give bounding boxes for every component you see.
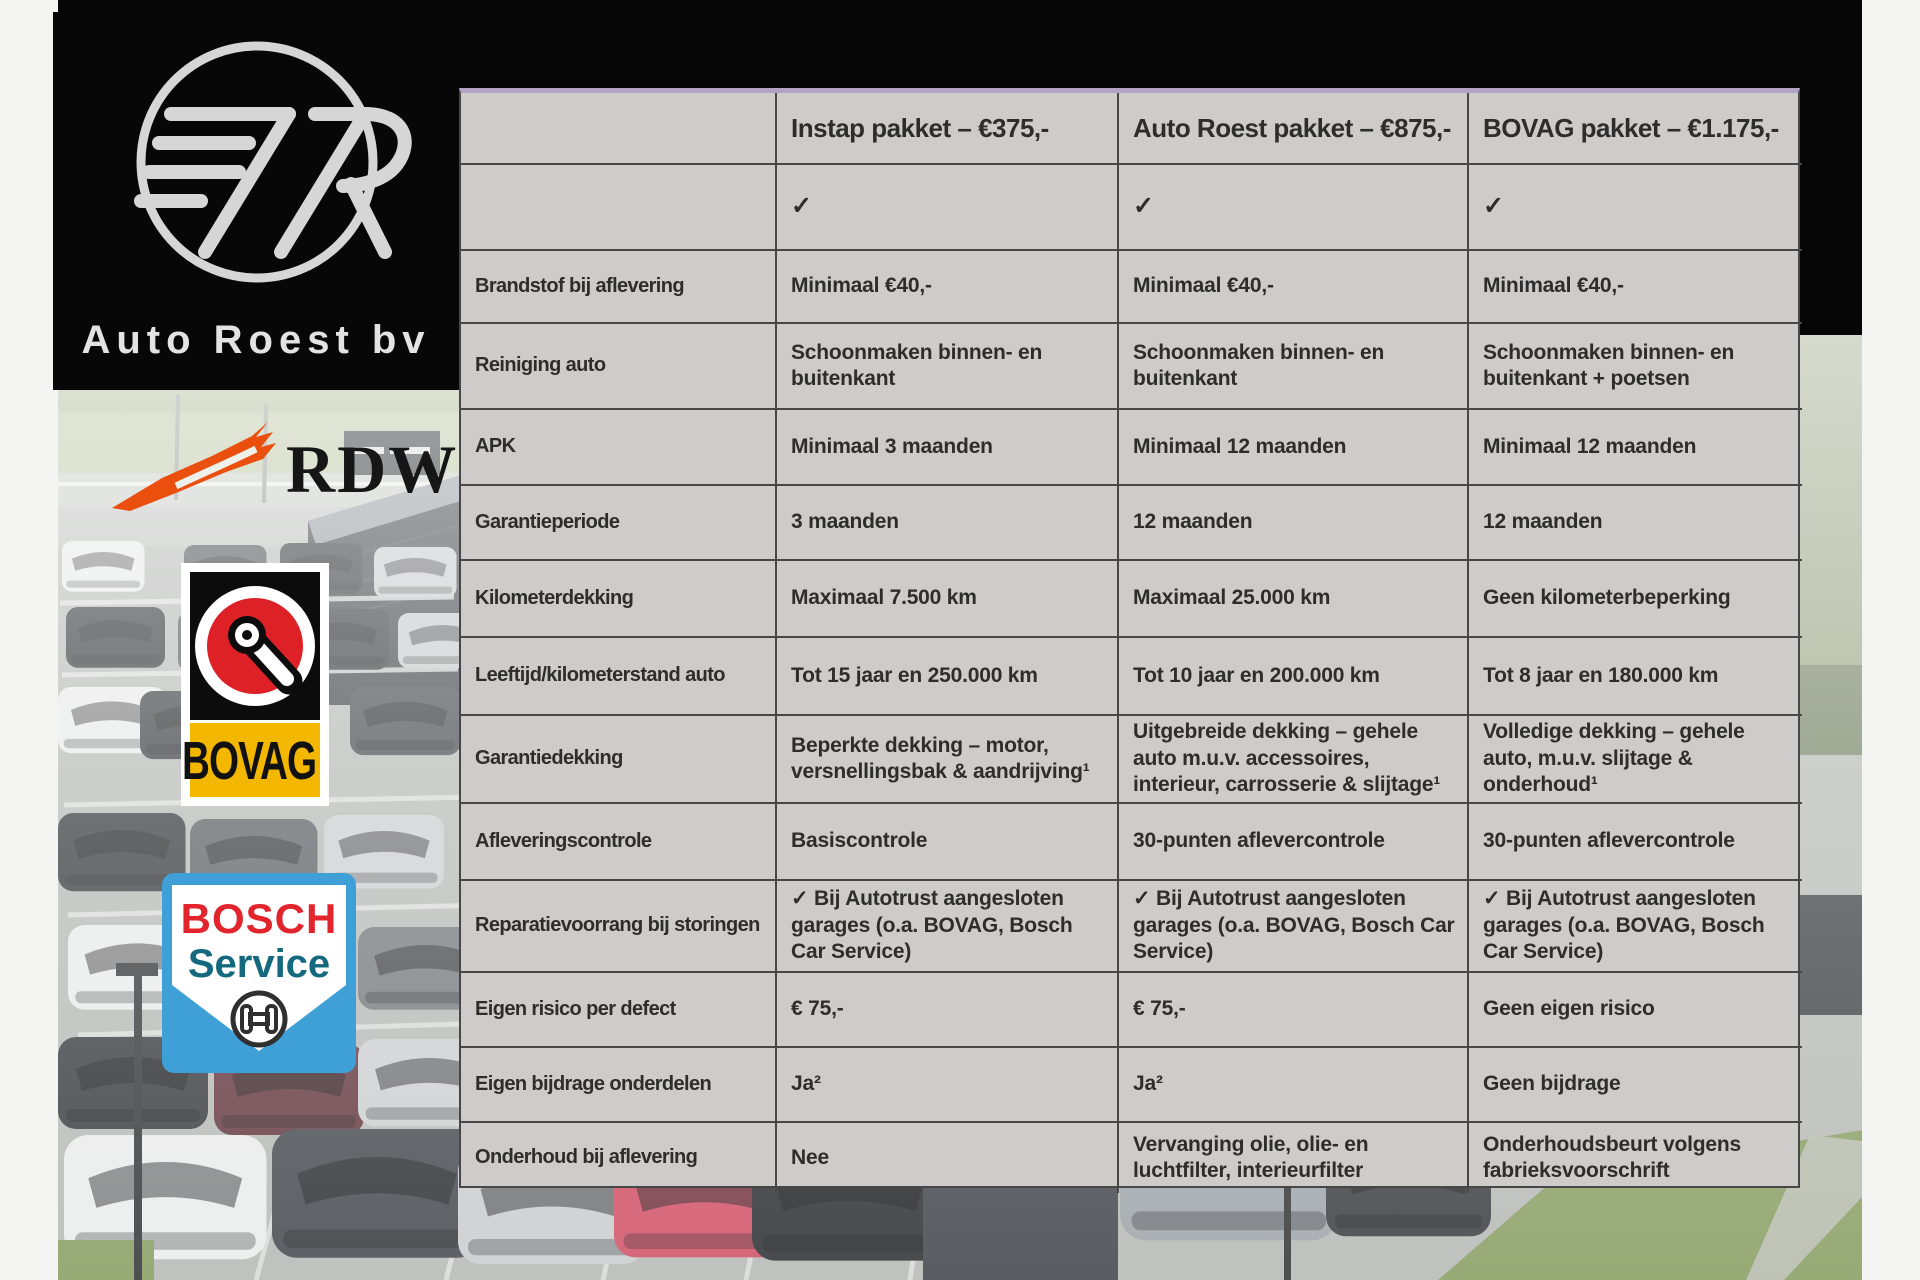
bosch-armature-icon [233,993,285,1045]
bosch-logo [162,873,356,1073]
table-cell: Tot 15 jaar en 250.000 km [777,638,1119,716]
table-cell: 30-punten aflevercontrole [1469,804,1802,881]
package-comparison-table [459,88,1800,1188]
table-cell: € 75,- [777,973,1119,1048]
row-label: Afleveringscontrole [461,804,777,881]
row-label: Garantieperiode [461,486,777,561]
table-cell: Ja² [777,1048,1119,1123]
table-cell: Tot 8 jaar en 180.000 km [1469,638,1802,716]
row-label: Garantiedekking [461,716,777,804]
table-cell: Geen kilometerbeperking [1469,561,1802,638]
table-cell: Nee [777,1123,1119,1193]
auto-roest-monogram-icon [53,12,459,312]
table-cell: ✓ Bij Autotrust aangesloten garages (o.a. BOVAG, Bosch Car Service) [777,881,1119,973]
table-cell: Schoonmaken binnen- en buitenkant + poetsen [1469,324,1802,410]
row-label: APK [461,410,777,486]
table-cell: Minimaal 12 maanden [1119,410,1469,486]
table-cell: 3 maanden [777,486,1119,561]
bovag-logo [181,563,329,806]
table-cell: 12 maanden [1119,486,1469,561]
row-label: Onderhoud bij aflevering [461,1123,777,1193]
table-cell: Minimaal 12 maanden [1469,410,1802,486]
table-cell: ✓ Bij Autotrust aangesloten garages (o.a. BOVAG, Bosch Car Service) [1469,881,1802,973]
table-cell: Geen eigen risico [1469,973,1802,1048]
row-label: Brandstof bij aflevering [461,251,777,324]
column-header: Auto Roest pakket – €875,- [1119,93,1469,165]
row-label: Reiniging auto [461,324,777,410]
row-label: Reparatievoorrang bij storingen [461,881,777,973]
table-cell: Schoonmaken binnen- en buitenkant [1119,324,1469,410]
table-cell: 12 maanden [1469,486,1802,561]
row-label: Leeftijd/kilometerstand auto [461,638,777,716]
dealer-logo [53,12,459,390]
table-cell: ✓ Bij Autotrust aangesloten garages (o.a. BOVAG, Bosch Car Service) [1119,881,1469,973]
table-corner-cell [461,93,777,165]
bosch-service-text: Service [187,942,331,986]
table-cell: Maximaal 25.000 km [1119,561,1469,638]
table-cell: Onderhoudsbeurt volgens fabrieksvoorschrift [1483,1132,1741,1182]
row-label [461,165,777,251]
table-cell: Uitgebreide dekking – gehele auto m.u.v. accessoires, interieur, carrosserie & slijtage¹ [1119,716,1469,804]
table-cell: ✓ [1469,165,1802,251]
table-cell: Minimaal 3 maanden [777,410,1119,486]
row-label: Kilometerdekking [461,561,777,638]
table-cell: Basiscontrole [777,804,1119,881]
row-label: Eigen bijdrage onderdelen [461,1048,777,1123]
table-cell: Tot 10 jaar en 200.000 km [1119,638,1469,716]
table-cell: Minimaal €40,- [1119,251,1469,324]
table-cell: Ja² [1119,1048,1469,1123]
table-cell: € 75,- [1119,973,1469,1048]
table-cell: Vervanging olie, olie- en luchtfilter, interieurfilter [1119,1123,1469,1193]
table-cell: Geen bijdrage [1469,1048,1802,1123]
table-cell: Volledige dekking – gehele auto, m.u.v. slijtage & onderhoud¹ [1469,716,1802,804]
column-header: BOVAG pakket – €1.175,- [1469,93,1802,165]
table-cell: ✓ [1119,165,1469,251]
rdw-logo [106,416,516,520]
bovag-text: BOVAG [181,730,317,791]
table-cell: Beperkte dekking – motor, versnellingsbak & aandrijving¹ [777,716,1119,804]
table-cell: Schoonmaken binnen- en buitenkant [777,324,1119,410]
dealer-name: Auto Roest bv [81,318,431,362]
column-header: Instap pakket – €375,- [777,93,1119,165]
bosch-text: BOSCH [180,895,338,942]
rdw-wing-icon [112,422,276,511]
table-cell: ✓ [777,165,1119,251]
table-cell: Minimaal €40,- [1469,251,1802,324]
rdw-text: RDW [286,431,459,507]
row-label: Eigen risico per defect [461,973,777,1048]
table-cell: Maximaal 7.500 km [777,561,1119,638]
table-cell: 30-punten aflevercontrole [1119,804,1469,881]
table-cell: Minimaal €40,- [777,251,1119,324]
